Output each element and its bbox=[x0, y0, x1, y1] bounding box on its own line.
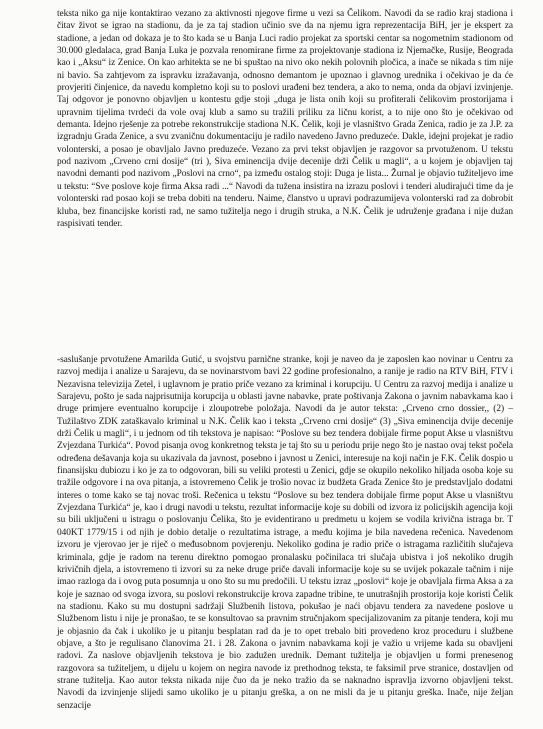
body-paragraph: teksta niko ga nije kontaktirao vezano za aktivnosti njegove firme u vezi sa Čelikom. Navodi da se radio kraj stadiona i čitav život se igrao na stadionu, da je za taj stadion učinio sve da na njemu igra reprezentacija BiH, jer je ekspert za stadione, a jedan od dokaza je to što kada se u Banja Luci radio projekat za sportski centar sa nogometnim stadionom od 30.000 gledalaca, grad Banja Luka je pozvala renomirane firme za projektovanje stadiona iz Njemačke, Rusije, Beograda kao i „Aksu“ iz Zenice. On kao arhitekta se ne bi spuštao na nivo oko nekih polovnih pločica, a inače se nikada s tim nije ni bavio. Sa zahtjevom za ispravku izražavanja, odnosno demantom je upoznao i glavnog urednika i očekivao je da će provjeriti činjenice, da navedu kompletno koji su to poslovi urađeni bez tendera, a ako to nema, onda da objavi izvinjenje. Taj odgovor je ponovno objavljen u kontestu gdje stoji „duga je lista onih koji su profiterali čelikovim prostorijama i upravnim tijelima tvrdeći da vole ovaj klub a samo su tražili priliku za ličnu korist, a to nije ono što je očekivao od demanta. Idejno rješenje za potrebe rekonstrukcije stadiona N.K. Čelik, koji je vlasništvo Grada Zenica, radio je za J.P. za izgradnju Grada Zenice, a svu zvaničnu dokumentaciju je radilo navedeno Javno preduzeće. Dakle, idejni projekat je radio volonterski, a posao je obavljalo Javno preduzeće. Vezano za prvi tekst objavljen je razgovor sa prvotuženom. U tekstu pod nazivom „Crveno crni dosije“ (tri ), Siva eminencija dvije decenije drži Čelik u magli“, a u kojem je objavljen taj navodni demanti pod nazivom „Poslovi na crno“, pa između ostalog stoji: Duga je lista... Žurnal je objavio tužiteljevo ime u tekstu: “Sve poslove koje firma Aksa radi ...“ Navodi da tužena insistira na izrazu poslovi i tenderi aludirajući time da je volonterski rad posao koji se treba dobiti na tenderu. Naime, članstvo u upravi podrazumijeva volonterski rad za dobrobit kluba, bez financijske koristi rad, ne samo tužitelja nego i drugih struka, a N.K. Čelik je udruženje građana i nije dužan raspisivati tender. bbox=[57, 9, 513, 229]
body-paragraph: -saslušanje prvotužene Amarilda Gutić, u svojstvu parnične stranke, koji je naveo da je zaposlen kao novinar u Centru za razvoj medija i analize u Sarajevu, da se novinarstvom bavi 22 godine profesionalno, a ranije je radio na RTV BiH, FTV i Nezavisna televizija Zetel, i uglavnom je pratio priče vezano za kriminal i korupciju. U Centru za razvoj medija i analize u Sarajevu, pošto je sada najprisutnija korupcija u oblasti javne nabavke, prate poštivanja Zakona o javnim nabavkama kao i druge primjere eventualno korupcije i zloupotrebe položaja. Navodi da je autor teksta: „Crveno crno dossier,, (2) –Tužilaštvo ZDK zataškavalo kriminal u N.K. Čelik kao i teksta „Crveno crni dosije“ (3) „Siva eminencija dvije decenije drži Čelik u magli“, i u jednom od tih tekstova je napisao: “Poslove su bez tendera dobijale firme poput Akse u vlasništvu Zvjezdana Turkića“. Povod pisanja ovog konkretnog teksta je taj što su u periodu prije nego što je nastao ovaj tekst počela određena dešavanja koja su ukazivala da javnost, posebno i javnost u Zenici, interesuje na koji način je F.K. Čelik dospio u finansijsku dubiozu i ko je za to odgovoran, bili su veliki protesti u Zenici, gdje se okupilo nekoliko hiljada osoba koje su tražile odgovore i na ova pitanja, a istovremeno Čelik je trošio novac iz budžeta Grada Zenice što je predstavljalo dodatni interes o tome kako se taj novac troši. Rečenica u tekstu “Poslove su bez tendera dobijale firme poput Akse u vlasništvu Zvjezdana Turkića“ je, kao i drugi navodi u tekstu, rezultat informacije koje su dobili od izvora iz policijskih agencija koji su bili uključeni u istragu o poslovanju Čelika, što je evidentirano u predmetu u kojem se vodila krivična istraga br. T 040KT 1779/15 i od njih je dobio detalje o rezultatima istrage, a među kojima je bila navedena rečenica. Navedenom izvoru je vjerovao jer je riječ o međusobnom povjerenju. Nekoliko godina je radio priče o istragama različitih slučajeva kriminala, gdje je radom na terenu direktno pomogao pronalasku počinilaca tri slučaja ubistva i još nekoliko drugih krivičnih djela, a istovremeno ti izvori su za neke druge priče davali informacije koje su se uvijek pokazale tačnim i nije imao razloga da i ovog puta posumnja u ono što su mu predočili. U tekstu izraz „poslovi“ koje je obavljala firma Aksa a za koje je saznao od svoga izvora, su poslovi rekonstrukcije krova zapadne tribine, te unutrašnjih prostorija koje koristi Čelik na stadionu. Kako su mu dostupni sadržaji Službenih listova, pokušao je naći objavu tendera za navedene poslove u Službenom listu i nije je pronašao, te se konsultovao sa pravnim stručnjakom specijalizovanim za pitanje tendera, koji mu je objasnio da čak i ukoliko je u pitanju besplatan rad da je to opet trebalo biti provedeno kroz proceduru i službene objave, a što je regulisano članovima 21. i 28. Zakona o javnim nabavkama koji je važio u vrijeme kada su obavljeni radovi. Za naslove objavljenih tekstova je bio zadužen urednik. Demant tužitelja je objavljen u formi prenesenog razgovora sa tužiteljem, u dijelu u kojem on negira navode iz prethodnog teksta, te faksimil prve stranice, dostavljen od strane tužitelja. Kao autor teksta nikada nije čuo da je neko tražio da se naknadno ispravlja izvorno objavljeni tekst. Navodi da izvinjenje slijedi samo ukoliko je u pitanju greška, a on ne misli da je u pitanju greška. Inače, nije željan senzacije bbox=[57, 355, 513, 711]
